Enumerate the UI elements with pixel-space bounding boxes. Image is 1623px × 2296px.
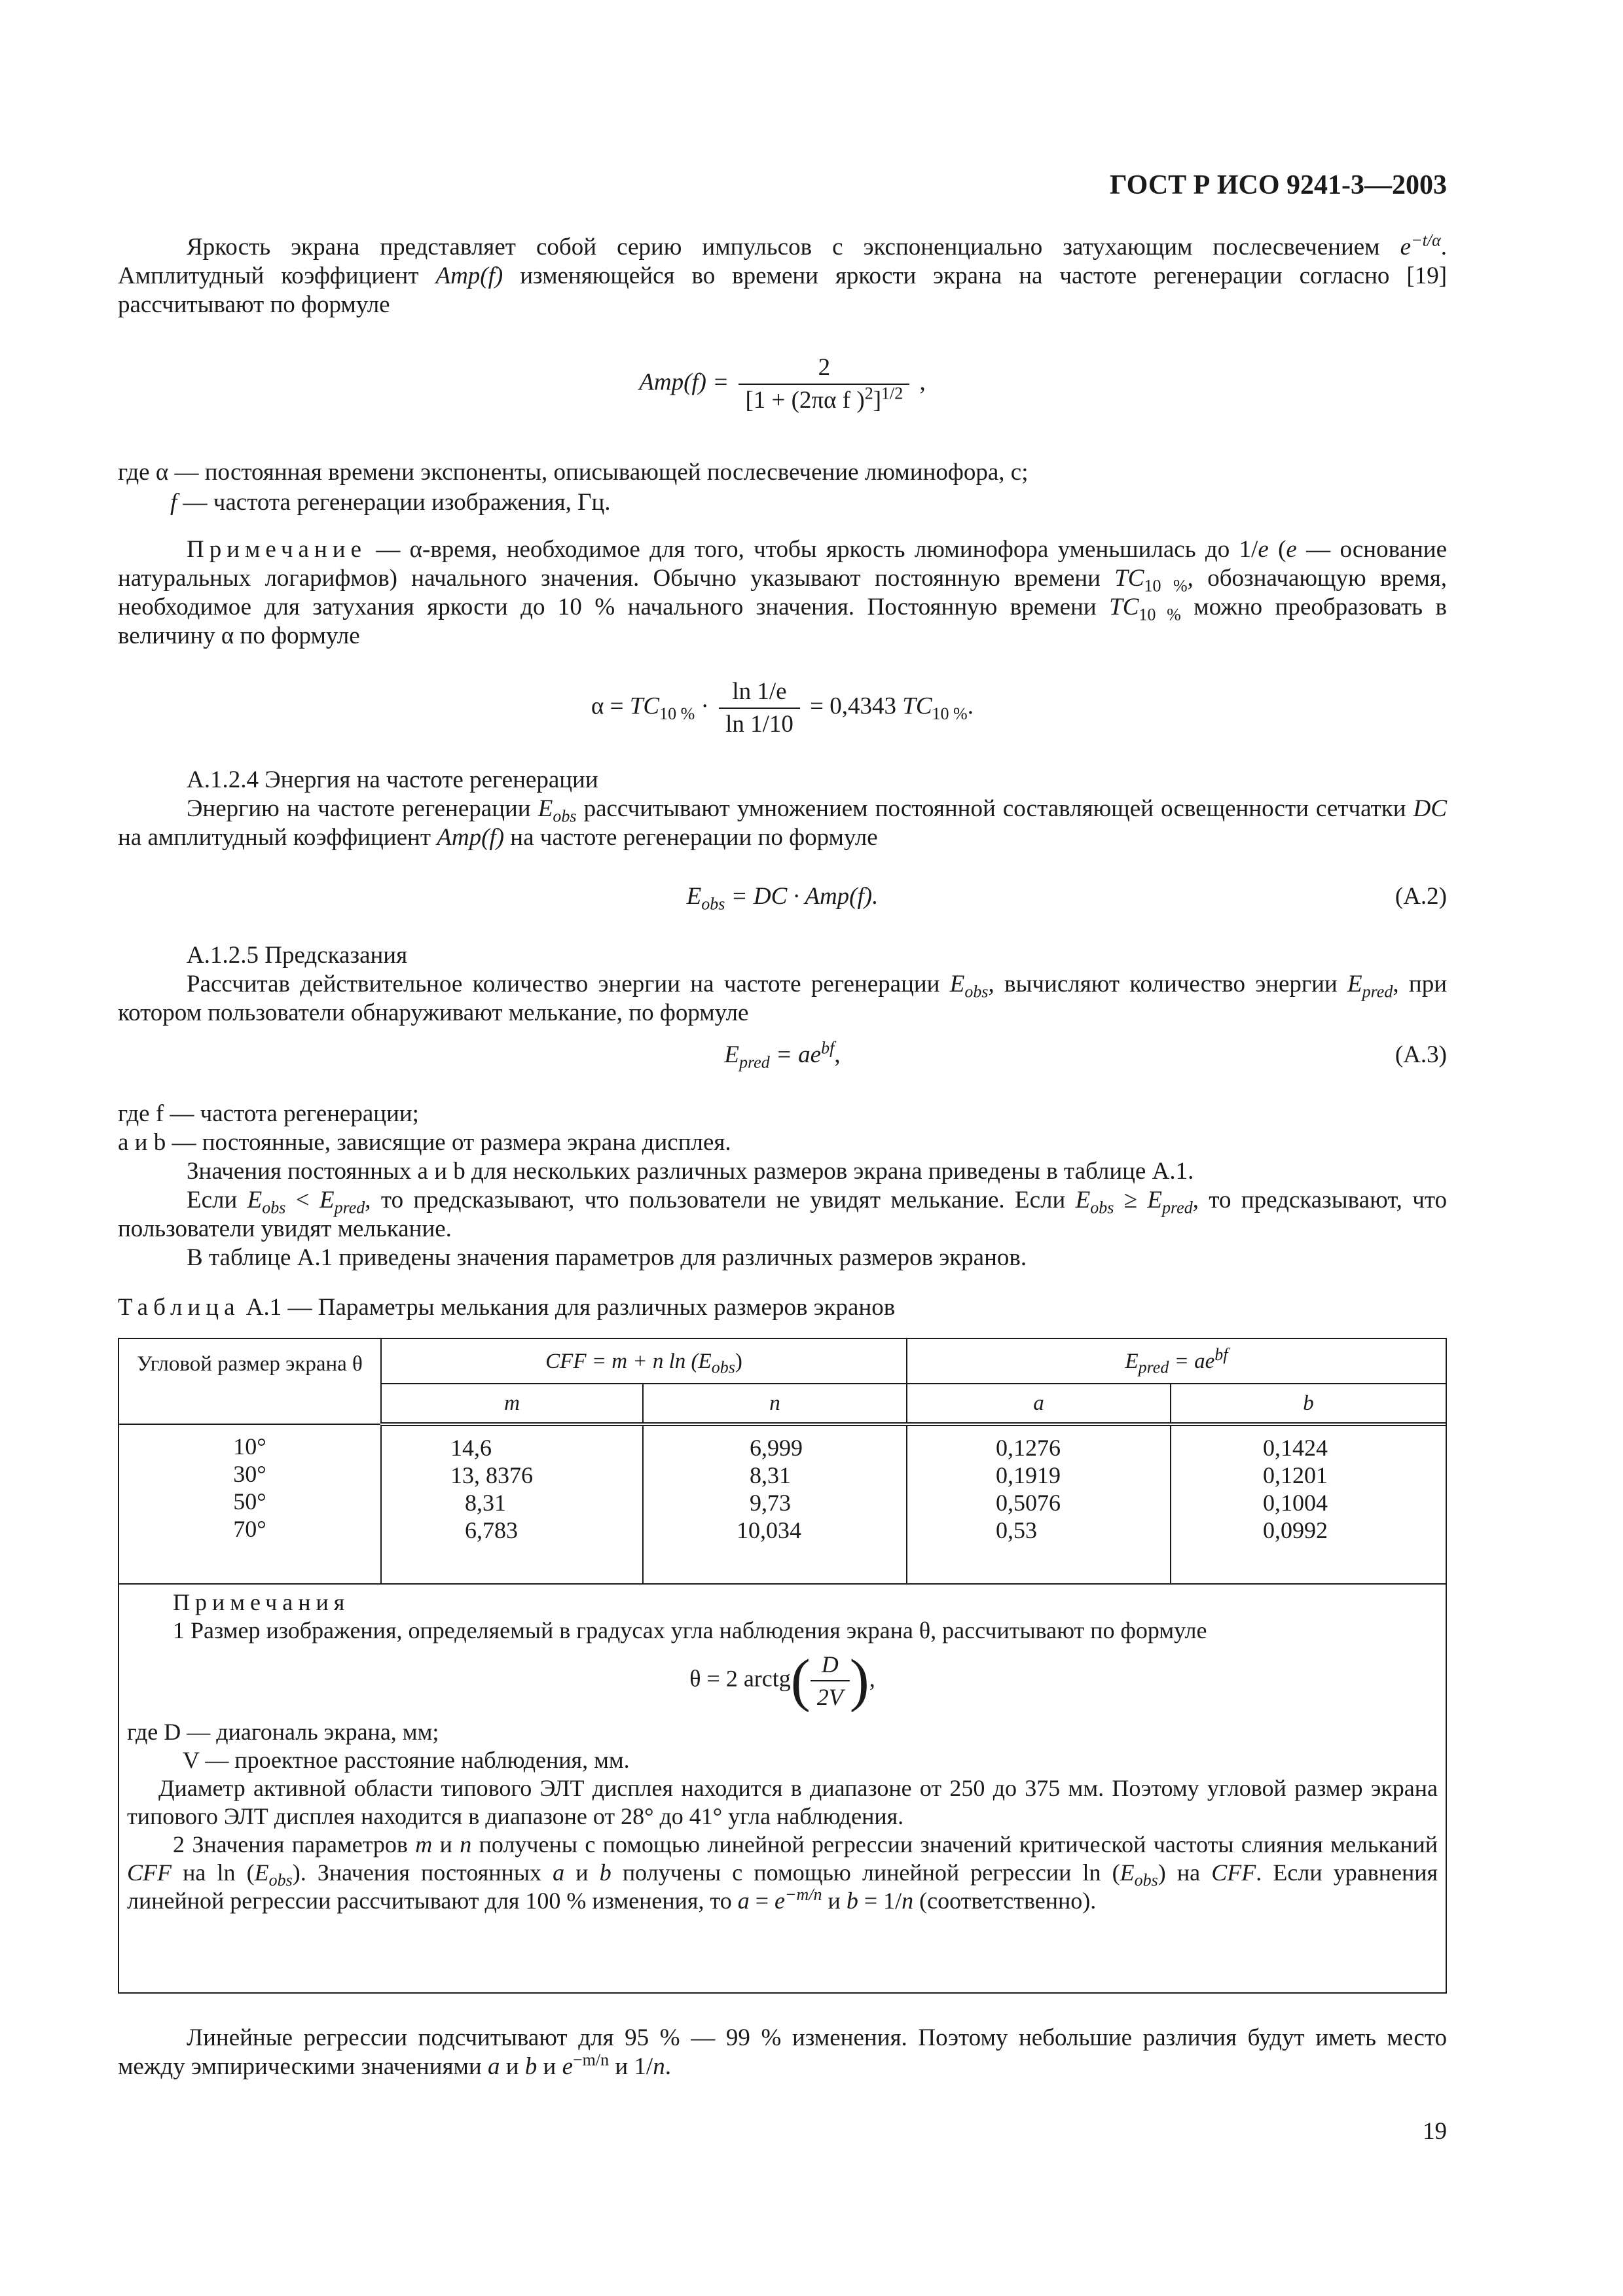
- table-cell: 0,1276: [996, 1435, 1061, 1461]
- equation-number-a2: (А.2): [1395, 883, 1447, 910]
- col-header-b: b: [1171, 1384, 1446, 1424]
- note-diameter: Диаметр активной области типового ЭЛТ дисплея находится в диапазоне от 250 до 375 мм. Поэтому угловой размер экрана типового ЭЛТ дисплея находится в диапазоне от 28° до 41° угла наблюдения.: [127, 1775, 1438, 1829]
- document-page: [118, 0, 1447, 2296]
- standard-header: ГОСТ Р ИСО 9241-3—2003: [1109, 170, 1447, 200]
- table-caption: Таблица А.1 — Параметры мелькания для различных размеров экранов: [118, 1294, 896, 1321]
- col-header-angle: Угловой размер экрана θ: [119, 1339, 381, 1424]
- table-cell: 6,783: [465, 1517, 518, 1543]
- table-cell: 50°: [233, 1488, 266, 1515]
- prediction-rule: Если $E_{obs} < E_{pred}$, то предсказывают, что пользователи не увидят мелькание. Если $E_{obs} \ge E_{pred}$, то предсказывают, что пользователи увидят мелькание.: [118, 1187, 1448, 1242]
- formula-alpha: $\alpha = TC_{10 \%}$ · $\frac{\ln 1/e}{\ln 1/10}$ = 0,4343 $TC_{10 \%}$.: [591, 678, 974, 738]
- table-cell: 13, 8376: [450, 1462, 533, 1488]
- table-cell: 14,6: [450, 1435, 492, 1461]
- table-cell: 0,53: [996, 1517, 1037, 1543]
- section-a124-title: А.1.2.4 Энергия на частоте регенерации: [187, 766, 598, 793]
- table-cell: 0,0992: [1263, 1517, 1328, 1543]
- table-cell: 0,1201: [1263, 1462, 1328, 1488]
- table-cell: 8,31: [465, 1490, 506, 1516]
- table-cell: 6,999: [750, 1435, 803, 1461]
- where-f-regen: где f — частота регенерации;: [118, 1100, 419, 1127]
- col-b: [1171, 1424, 1446, 1583]
- formula-eobs: $E_{obs}$ = DC · Amp(f).: [686, 883, 879, 914]
- table-cell: 70°: [233, 1516, 266, 1542]
- col-angle: [119, 1424, 381, 1583]
- closing-paragraph: Линейные регрессии подсчитывают для 95 % — 99 % изменения. Поэтому небольшие различия будут иметь место между эмпирическими значениями a и b и $e^{-m/n}$ и 1/n.: [118, 2024, 1447, 2080]
- formula-amp: Amp(f) = $\frac{2}{[1 + (2\pi\alpha f )^2]^{1/2}}$ ,: [639, 354, 926, 414]
- col-group-cff: CFF = m + n $\ln (E_{obs})$: [381, 1339, 907, 1384]
- page-number: 19: [1423, 2118, 1447, 2145]
- table-notes: [119, 1583, 1446, 1915]
- col-header-a: a: [907, 1384, 1171, 1424]
- table-cell: 0,1424: [1263, 1435, 1328, 1461]
- table-cell: 10°: [233, 1433, 266, 1460]
- table-cell: 10,034: [737, 1517, 801, 1543]
- section-a124-text: Энергию на частоте регенерации $E_{obs}$ рассчитывают умножением постоянной составляющей освещенности сетчатки DC на амплитудный коэффициент Amp(f) на частоте регенерации по формуле: [118, 795, 1448, 851]
- formula-epred: $E_{pred} = ae^{bf}$,: [724, 1038, 841, 1072]
- note-2: 2 Значения параметров m и n получены с помощью линейной регрессии значений критической частоты слияния мельканий CFF на $\ln (E_{obs})$. Значения постоянных a и b получены с помощью линейной регрессии $\ln (E_{obs})$ на CFF. Если уравнения линейной регрессии рассчитывают для 100 % изменения, то $a = e^{-m/n}$ и b = 1/n (соответственно).: [127, 1831, 1438, 1914]
- formula-theta: θ = 2 arctg( $\frac{D}{2V}$ ),: [689, 1648, 875, 1713]
- values-text: Значения постоянных a и b для нескольких различных размеров экрана приведены в таблице А.1.: [187, 1158, 1194, 1185]
- table-cell: 30°: [233, 1461, 266, 1487]
- section-a125-title: А.1.2.5 Предсказания: [187, 942, 408, 969]
- where-f: f — частота регенерации изображения, Гц.: [170, 489, 611, 516]
- where-ab: a и b — постоянные, зависящие от размера экрана дисплея.: [118, 1129, 731, 1156]
- table-cell: 0,1919: [996, 1462, 1061, 1488]
- col-m: [381, 1424, 643, 1583]
- col-header-n: n: [643, 1384, 907, 1424]
- equation-number-a3: (А.3): [1395, 1041, 1447, 1068]
- col-a: [907, 1424, 1171, 1583]
- table-cell: 0,5076: [996, 1490, 1061, 1516]
- section-a125-text: Рассчитав действительное количество энергии на частоте регенерации $E_{obs}$, вычисляют количество энергии $E_{pred}$, при котором пользователи обнаруживают мелькание, по формуле: [118, 971, 1447, 1026]
- col-n: [643, 1424, 907, 1583]
- table-cell: 8,31: [750, 1462, 791, 1488]
- table-reference: В таблице А.1 приведены значения параметров для различных размеров экранов.: [187, 1244, 1027, 1271]
- table-cell: 9,73: [750, 1490, 791, 1516]
- col-header-m: m: [381, 1384, 643, 1424]
- note-1: 1 Размер изображения, определяемый в градусах угла наблюдения экрана θ, рассчитывают по формуле: [173, 1617, 1207, 1643]
- parameters-table: [118, 1338, 1447, 1994]
- where-d: где D — диагональ экрана, мм;: [127, 1719, 439, 1745]
- note-alpha: Примечание — α-время, необходимое для того, чтобы яркость люминофора уменьшилась до 1/e (e — основание натуральных логарифмов) начального значения. Обычно указывают постоянную времени $TC_{10 \%}$, обозначающую время, необходимое для затухания яркости до 10 % начального значения. Постоянную времени $TC_{10 \%}$ можно преобразовать в величину α по формуле: [118, 536, 1448, 649]
- notes-label: Примечания: [173, 1589, 350, 1615]
- table-cell: 0,1004: [1263, 1490, 1328, 1516]
- where-v: V — проектное расстояние наблюдения, мм.: [183, 1747, 630, 1773]
- intro-paragraph: Яркость экрана представляет собой серию импульсов с экспоненциально затухающим послесвечением $e^{-t/\alpha}$. Амплитудный коэффициент Amp(f) изменяющейся во времени яркости экрана на частоте регенерации согласно [19] рассчитывают по формуле: [118, 230, 1448, 318]
- where-alpha: где α — постоянная времени экспоненты, описывающей послесвечение люминофора, с;: [118, 459, 1029, 486]
- col-group-epred: $E_{pred} = ae^{bf}$: [907, 1339, 1446, 1384]
